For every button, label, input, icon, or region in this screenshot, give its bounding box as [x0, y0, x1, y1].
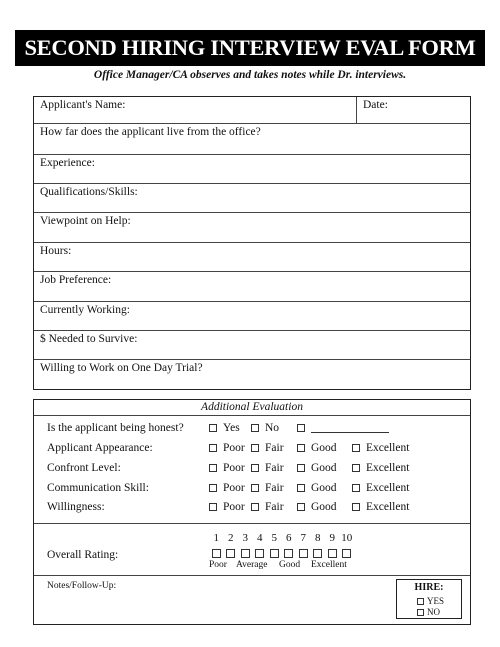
- poor-option[interactable]: [209, 482, 245, 494]
- checkbox-icon[interactable]: [251, 444, 259, 452]
- date-label: Date:: [363, 99, 388, 111]
- field-label: Viewpoint on Help:: [40, 215, 131, 227]
- field-label: Experience:: [40, 157, 95, 169]
- option-label: Excellent: [366, 482, 410, 494]
- applicant-name-label: Applicant's Name:: [40, 99, 126, 111]
- appearance-question: Applicant Appearance:: [47, 442, 153, 454]
- confront-question: Confront Level:: [47, 462, 121, 474]
- option-label: Fair: [265, 482, 284, 494]
- checkbox-icon[interactable]: [297, 484, 305, 492]
- option-label: No: [265, 422, 280, 434]
- rating-number: 2: [228, 532, 234, 544]
- option-label: Excellent: [366, 462, 410, 474]
- hire-box: [396, 579, 462, 619]
- hire-yes-option[interactable]: [417, 596, 444, 606]
- scale-label-excellent: Excellent: [311, 560, 347, 570]
- hours-row[interactable]: [34, 243, 470, 272]
- checkbox-icon[interactable]: [417, 598, 424, 605]
- divider: [34, 523, 470, 524]
- experience-row[interactable]: [34, 155, 470, 184]
- honest-no-option[interactable]: [251, 422, 279, 434]
- checkbox-icon[interactable]: [251, 484, 259, 492]
- overall-rating-label: Overall Rating:: [47, 549, 119, 561]
- qualifications-row[interactable]: [34, 184, 470, 213]
- good-option[interactable]: [297, 462, 337, 474]
- checkbox-icon[interactable]: [297, 444, 305, 452]
- checkbox-icon[interactable]: [352, 484, 360, 492]
- fair-option[interactable]: [251, 482, 284, 494]
- checkbox-icon[interactable]: [352, 444, 360, 452]
- good-option[interactable]: [297, 501, 337, 513]
- checkbox-icon[interactable]: [352, 464, 360, 472]
- hire-no-option[interactable]: [417, 607, 440, 617]
- fair-option[interactable]: [251, 501, 284, 513]
- field-label: Hours:: [40, 245, 72, 257]
- rating-checkbox-2[interactable]: [226, 549, 235, 558]
- field-label: How far does the applicant live from the office?: [40, 126, 261, 138]
- field-label: Currently Working:: [40, 304, 130, 316]
- checkbox-icon[interactable]: [209, 464, 217, 472]
- rating-number: 7: [300, 532, 306, 544]
- date-field[interactable]: [356, 97, 388, 123]
- trial-row[interactable]: [34, 360, 470, 389]
- checkbox-icon[interactable]: [297, 503, 305, 511]
- excellent-option[interactable]: [352, 501, 409, 513]
- additional-evaluation-title: Additional Evaluation: [34, 400, 470, 416]
- option-label: Poor: [223, 442, 245, 454]
- form-title: SECOND HIRING INTERVIEW EVAL FORM: [15, 30, 485, 66]
- honest-other-option[interactable]: [297, 422, 389, 434]
- option-label: Poor: [223, 482, 245, 494]
- excellent-option[interactable]: [352, 462, 409, 474]
- other-blank-line[interactable]: [311, 422, 389, 433]
- communication-question: Communication Skill:: [47, 482, 149, 494]
- rating-number: 10: [341, 532, 353, 544]
- option-label: YES: [427, 596, 445, 606]
- rating-checkbox-3[interactable]: [241, 549, 250, 558]
- rating-checkbox-4[interactable]: [255, 549, 264, 558]
- checkbox-icon[interactable]: [209, 444, 217, 452]
- excellent-option[interactable]: [352, 482, 409, 494]
- rating-checkbox-7[interactable]: [299, 549, 308, 558]
- rating-checkbox-5[interactable]: [270, 549, 279, 558]
- option-label: Good: [311, 442, 337, 454]
- option-label: Excellent: [366, 501, 410, 513]
- option-label: Excellent: [366, 442, 410, 454]
- notes-label: Notes/Follow-Up:: [47, 581, 117, 591]
- willingness-question: Willingness:: [47, 501, 105, 513]
- applicant-info-section: [33, 96, 471, 390]
- rating-number: 5: [271, 532, 277, 544]
- option-label: NO: [427, 607, 440, 617]
- hire-title: HIRE:: [414, 582, 444, 593]
- checkbox-icon[interactable]: [251, 464, 259, 472]
- money-needed-row[interactable]: [34, 331, 470, 360]
- checkbox-icon[interactable]: [251, 503, 259, 511]
- honest-yes-option[interactable]: [209, 422, 240, 434]
- rating-checkbox-8[interactable]: [313, 549, 322, 558]
- divider: [34, 575, 470, 576]
- honesty-question: Is the applicant being honest?: [47, 422, 184, 434]
- rating-checkbox-9[interactable]: [328, 549, 337, 558]
- fair-option[interactable]: [251, 462, 284, 474]
- poor-option[interactable]: [209, 442, 245, 454]
- excellent-option[interactable]: [352, 442, 409, 454]
- form-subtitle: Office Manager/CA observes and takes notes while Dr. interviews.: [93, 69, 407, 81]
- currently-working-row[interactable]: [34, 302, 470, 331]
- good-option[interactable]: [297, 442, 337, 454]
- rating-checkbox-10[interactable]: [342, 549, 351, 558]
- rating-number: 6: [286, 532, 292, 544]
- option-label: Poor: [223, 462, 245, 474]
- checkbox-icon[interactable]: [297, 424, 305, 432]
- field-label: $ Needed to Survive:: [40, 333, 138, 345]
- option-label: Good: [311, 482, 337, 494]
- poor-option[interactable]: [209, 462, 245, 474]
- checkbox-icon[interactable]: [417, 609, 424, 616]
- checkbox-icon[interactable]: [209, 503, 217, 511]
- fair-option[interactable]: [251, 442, 284, 454]
- distance-row[interactable]: [34, 124, 470, 155]
- option-label: Good: [311, 462, 337, 474]
- rating-number: 1: [213, 532, 219, 544]
- checkbox-icon[interactable]: [297, 464, 305, 472]
- checkbox-icon[interactable]: [209, 484, 217, 492]
- checkbox-icon[interactable]: [352, 503, 360, 511]
- scale-label-average: Average: [236, 560, 268, 570]
- job-preference-row[interactable]: [34, 272, 470, 302]
- scale-label-good: Good: [279, 560, 301, 570]
- option-label: Fair: [265, 442, 284, 454]
- additional-evaluation-section: [33, 399, 471, 625]
- rating-number: 9: [329, 532, 335, 544]
- option-label: Fair: [265, 501, 284, 513]
- checkbox-icon[interactable]: [251, 424, 259, 432]
- rating-number: 8: [315, 532, 321, 544]
- good-option[interactable]: [297, 482, 337, 494]
- field-label: Job Preference:: [40, 274, 112, 286]
- field-label: Willing to Work on One Day Trial?: [40, 362, 203, 374]
- checkbox-icon[interactable]: [209, 424, 217, 432]
- option-label: Good: [311, 501, 337, 513]
- field-label: Qualifications/Skills:: [40, 186, 138, 198]
- rating-number: 4: [257, 532, 263, 544]
- rating-checkbox-6[interactable]: [284, 549, 293, 558]
- option-label: Poor: [223, 501, 245, 513]
- rating-checkbox-1[interactable]: [212, 549, 221, 558]
- option-label: Yes: [223, 422, 240, 434]
- poor-option[interactable]: [209, 501, 245, 513]
- scale-label-poor: Poor: [209, 560, 227, 570]
- rating-number: 3: [242, 532, 248, 544]
- viewpoint-row[interactable]: [34, 213, 470, 243]
- option-label: Fair: [265, 462, 284, 474]
- applicant-name-row[interactable]: [34, 97, 470, 124]
